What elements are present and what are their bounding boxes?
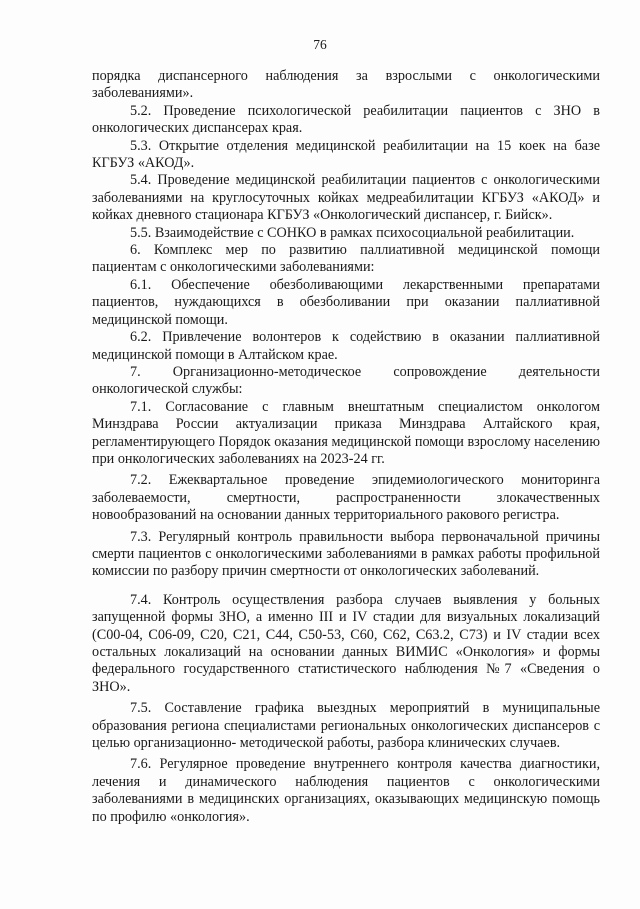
paragraph-continuation: порядка диспансерного наблюдения за взрослыми с онкологическими заболеваниями». <box>92 68 600 102</box>
paragraph-6-1: 6.1. Обеспечение обезболивающими лекарственными препаратами пациентов, нуждающихся в обезболивании при оказании паллиативной медицинской помощи. <box>92 276 600 328</box>
paragraph-6: 6. Комплекс мер по развитию паллиативной медицинской помощи пациентам с онкологическими заболеваниями: <box>92 242 600 276</box>
paragraph-5-2: 5.2. Проведение психологической реабилитации пациентов с ЗНО в онкологических диспансерах края. <box>92 102 600 137</box>
paragraph-7-2: 7.2. Ежеквартальное проведение эпидемиологического мониторинга заболеваемости, смертности, распространенности злокачественных новообразований на основании данных территориального ракового регистра. <box>92 472 600 524</box>
paragraph-7-6: 7.6. Регулярное проведение внутреннего контроля качества диагностики, лечения и динамического наблюдения пациентов с онкологическими заболеваниями в медицинских организациях, оказывающих медицинскую помощь по профилю «онкология». <box>92 756 600 825</box>
paragraph-5-4: 5.4. Проведение медицинской реабилитации пациентов с онкологическими заболеваниями на круглосуточных койках медреабилитации КГБУЗ «АКОД» и койках дневного стационара КГБУЗ «Онкологический диспансер, г. Бийск». <box>92 172 600 224</box>
body-text <box>92 68 600 826</box>
paragraph-7-3: 7.3. Регулярный контроль правильности выбора первоначальной причины смерти пациентов с онкологическими заболеваниями в рамках работы профильной комиссии по разбору причин смертности от онкологических заболеваний. <box>92 528 600 580</box>
paragraph-7-4: 7.4. Контроль осуществления разбора случаев выявления у больных запущенной формы ЗНО, а именно III и IV стадии для визуальных локализаций (С00-04, С06-09, С20, С21, С44, С50-53, С60, С62, С63.2, С73) и IV стадии всех остальных локализаций на основании данных ВИМИС «Онкология» и формы федерального государственного статистического наблюдения №7 «Сведения о ЗНО». <box>92 591 600 695</box>
paragraph-7-5: 7.5. Составление графика выездных мероприятий в муниципальные образования региона специалистами региональных онкологических диспансеров с целью организационно- методической работы, разбора клинических случаев. <box>92 700 600 752</box>
paragraph-7: 7. Организационно-методическое сопровождение деятельности онкологической службы: <box>92 363 600 398</box>
paragraph-7-1: 7.1. Согласование с главным внештатным специалистом онкологом Минздрава России актуализации приказа Минздрава Алтайского края, регламентирующего Порядок оказания медицинской помощи взрослому населению при онкологических заболеваниях на 2023-24 гг. <box>92 398 600 467</box>
paragraph-6-2: 6.2. Привлечение волонтеров к содействию в оказании паллиативной медицинской помощи в Алтайском крае. <box>92 329 600 363</box>
paragraph-5-3: 5.3. Открытие отделения медицинской реабилитации на 15 коек на базе КГБУЗ «АКОД». <box>92 137 600 172</box>
page-number: 76 <box>313 37 327 52</box>
paragraph-5-5: 5.5. Взаимодействие с СОНКО в рамках психосоциальной реабилитации. <box>130 224 575 241</box>
